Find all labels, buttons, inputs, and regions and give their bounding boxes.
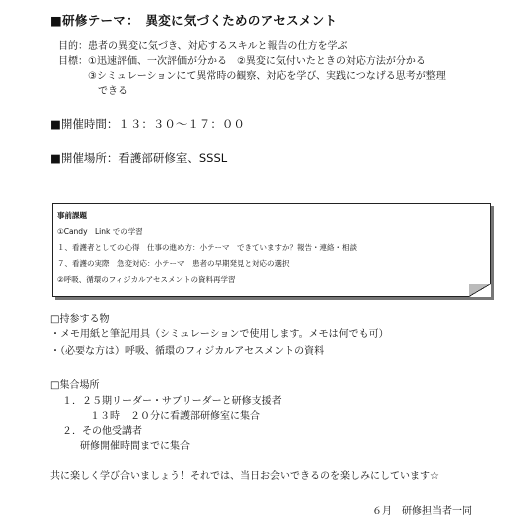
theme-heading: ■研修テーマ： 異変に気づくためのアセスメント xyxy=(50,13,338,28)
prework-title: 事前課題 xyxy=(57,211,87,220)
purpose-text: 目的：患者の異変に気づき、対応するスキルと報告の仕方を学ぶ xyxy=(58,41,348,52)
prework-item: ①Candy Link での学習 xyxy=(57,227,143,236)
bring-title: □持参する物 xyxy=(50,314,110,325)
prework-item: ７、看護の実際 急変対応：小テーマ 患者の早期発見と対応の選択 xyxy=(57,259,290,268)
prework-item: ②呼吸、循環のフィジカルアセスメントの資料再学習 xyxy=(57,275,236,284)
meeting-title: □集合場所 xyxy=(50,380,100,391)
page-fold-corner xyxy=(469,284,491,297)
goal-line-3: できる xyxy=(98,86,128,97)
meeting-item: 研修開催時間までに集合 xyxy=(80,441,190,452)
signature: ６月 研修担当者一同 xyxy=(372,506,472,517)
prework-item: １、看護者としての心得 仕事の進め方：小テーマ できていますか？報告・連絡・相談 xyxy=(57,243,357,252)
goal-line-2: ③シミュレーションにて異常時の観察、対応を学び、実践につなげる思考が整理 xyxy=(88,71,446,82)
bring-item: ・メモ用紙と筆記用具（シミュレーションで使用します。メモは何でも可） xyxy=(50,329,389,340)
bring-item: ・（必要な方は）呼吸、循環のフィジカルアセスメントの資料 xyxy=(50,346,325,357)
goal-line-1: 目標：①迅速評価、一次評価が分かる ②異変に気付いたときの対応方法が分かる xyxy=(58,56,426,67)
place-line: ■開催場所：看護部研修室、SSSL xyxy=(50,151,228,165)
meeting-item: １３時 ２０分に看護部研修室に集合 xyxy=(90,411,260,422)
prework-box xyxy=(52,203,491,297)
closing-message: 共に楽しく学び合いましょう！それでは、当日お会いできるのを楽しみにしています☆ xyxy=(50,471,439,482)
meeting-item: ２．その他受講者 xyxy=(62,426,142,437)
meeting-item: １．２５期リーダー・サブリーダーと研修支援者 xyxy=(62,396,282,407)
time-line: ■開催時間：１３：３０〜１７：００ xyxy=(50,117,245,131)
